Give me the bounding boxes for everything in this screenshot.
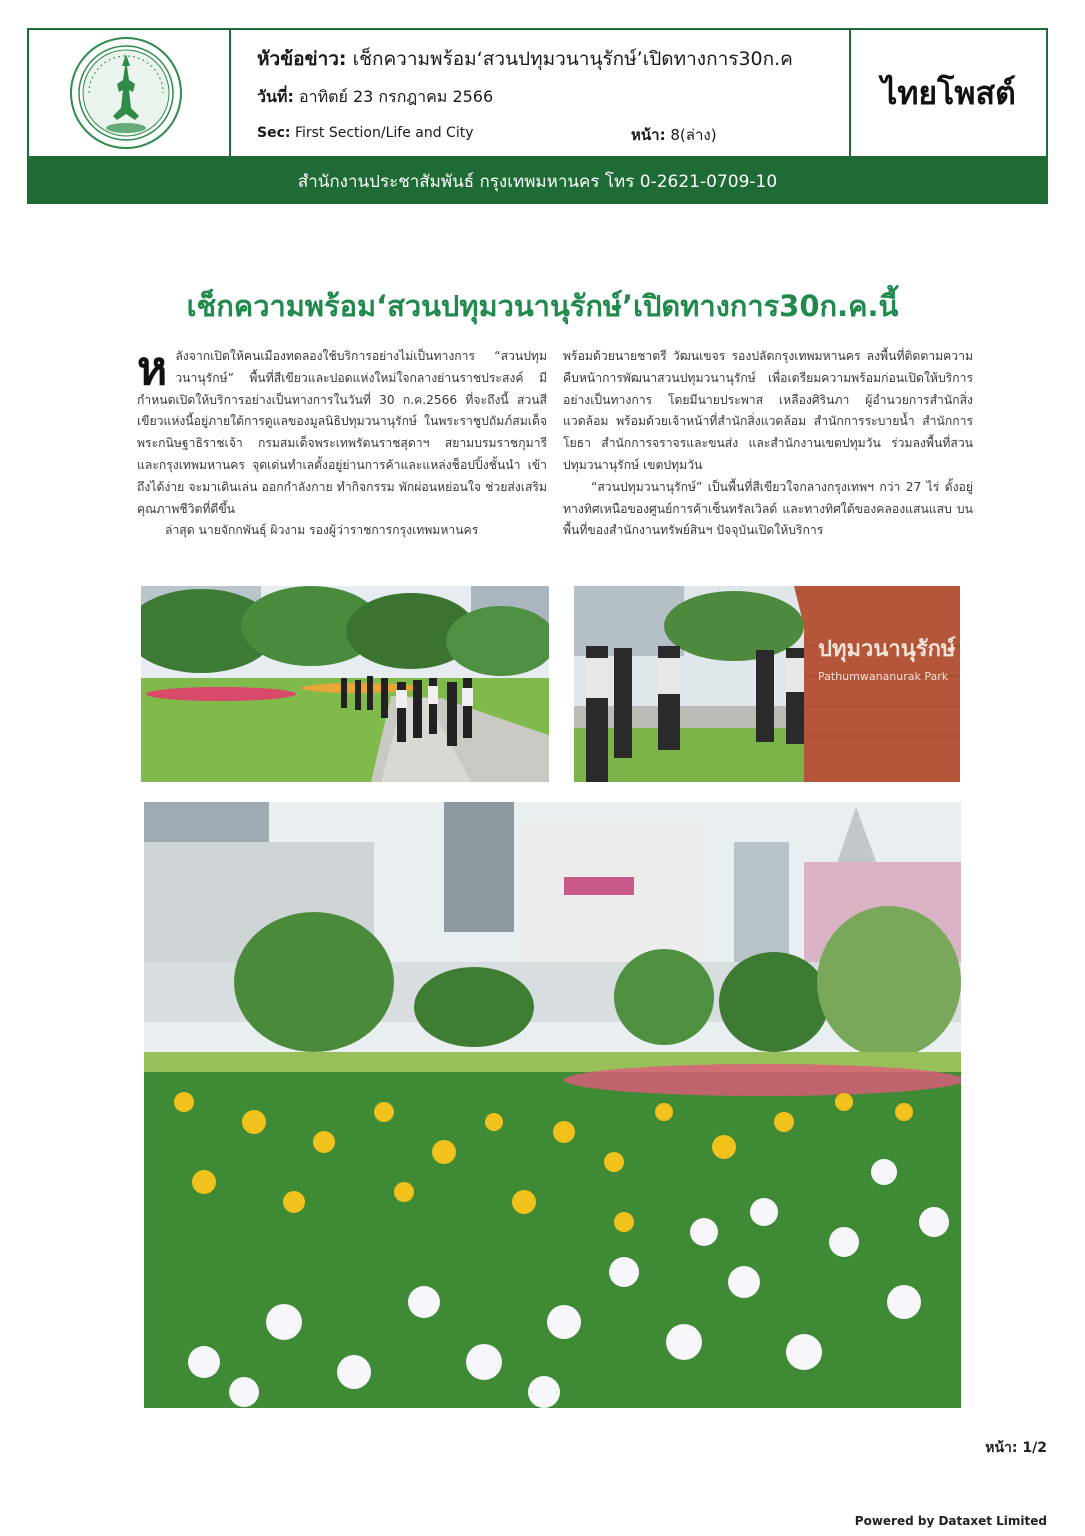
date-label: วันที่:	[257, 87, 294, 106]
page-value: 8(ล่าง)	[670, 126, 717, 144]
date-row	[257, 85, 493, 110]
headline-row	[257, 44, 793, 74]
news-header-box	[27, 28, 1048, 158]
page-number	[985, 1437, 1047, 1459]
article-title: เช็กความพร้อม‘สวนปทุมวนานุรักษ์’เปิดทางการ30ก.ค.นี้	[186, 289, 899, 323]
brand-cell	[851, 30, 1046, 156]
photo-park-flowers	[144, 802, 961, 1408]
headline-label: หัวข้อข่าว:	[257, 48, 347, 70]
article-column-left	[137, 346, 547, 568]
powered-by: Powered by Dataxet Limited	[854, 1514, 1047, 1528]
headline-value: เช็กความพร้อม‘สวนปทุมวนานุรักษ์’เปิดทางการ30ก.ค	[352, 48, 793, 70]
date-value: อาทิตย์ 23 กรกฎาคม 2566	[298, 87, 494, 106]
newspaper-logo: ไทยโพสต์	[881, 73, 1016, 112]
article-column-right	[563, 346, 973, 568]
paragraph	[137, 520, 547, 542]
photo-park-sign	[574, 586, 960, 782]
section-value: First Section/Life and City	[294, 125, 474, 141]
footer-page-value: 1/2	[1022, 1440, 1047, 1456]
paragraph-text: พร้อมด้วยนายชาตรี วัฒนเขจร รองปลัดกรุงเทพมหานคร ลงพื้นที่ติดตามความคืบหน้าการพัฒนาสวนปทุมวนานุรักษ์ เพื่อเตรียมความพร้อมก่อนเปิดให้บริการอย่างเป็นทางการ โดยมีนายประพาส เหลืองศิรินภา ผู้อำนวยการสำนักสิ่งแวดล้อม พร้อมด้วยเจ้าหน้าที่สำนักสิ่งแวดล้อม สำนักการระบายน้ำ สำนักการโยธา สำนักการจราจรและขนส่ง และสำนักงานเขตปทุมวัน ร่วมลงพื้นที่สวนปทุมวนานุรักษ์ เขตปทุมวัน	[563, 349, 973, 472]
section-row	[257, 125, 474, 141]
sign-thai-text: ปทุมวนานุรักษ์	[818, 637, 956, 662]
seal-cell	[29, 30, 231, 156]
paragraph-text: ลังจากเปิดให้คนเมืองทดลองใช้บริการอย่างไม่เป็นทางการ “สวนปทุมวนานุรักษ์” พื้นที่สีเขียวและปอดแห่งใหม่ใจกลางย่านราชประสงค์ มีกำหนดเปิดให้บริการอย่างเป็นทางการในวันที่ 30 ก.ค.2566 ที่จะถึงนี้ สวนสีเขียวแห่งนี้อยู่ภายใต้การดูแลของมูลนิธิปทุมวนานุรักษ์ ในพระราชูปถัมภ์สมเด็จพระกนิษฐาธิราชเจ้า กรมสมเด็จพระเทพรัตนราชสุดาฯ สยามบรมราชกุมารี และกรุงเทพมหานคร จุดเด่นทำเลตั้งอยู่ย่านการค้าและแหล่งช็อปปิ้งชั้นนำ เข้าถึงได้ง่าย จะมาเดินเล่น ออกกำลังกาย ทำกิจกรรม พักผ่อนหย่อนใจ ช่วยส่งเสริมคุณภาพชีวิตที่ดีขึ้น	[137, 349, 547, 516]
section-label: Sec:	[257, 125, 291, 141]
bangkok-seal-icon	[69, 36, 183, 150]
info-cell	[231, 30, 851, 156]
sign-english-text: Pathumwananurak Park	[818, 670, 949, 683]
page-row	[631, 123, 717, 147]
paragraph-text: “สวนปทุมวนานุรักษ์” เป็นพื้นที่สีเขียวใจกลางกรุงเทพฯ กว่า 27 ไร่ ตั้งอยู่ทางทิศเหนือของศูนย์การค้าเซ็นทรัลเวิลด์ และทางทิศใต้ของคลองแสนแสบ บนพื้นที่ของสำนักงานทรัพย์สินฯ ปัจจุบันเปิดให้บริการ	[563, 479, 973, 538]
paragraph-text: ล่าสุด นายจักกพันธุ์ ผิวงาม รองผู้ว่าราชการกรุงเทพมหานคร	[165, 523, 479, 538]
photo-officials-walking	[141, 586, 549, 782]
office-contact-bar: สำนักงานประชาสัมพันธ์ กรุงเทพมหานคร โทร 0-2621-0709-10	[27, 158, 1048, 204]
paragraph	[137, 346, 547, 520]
paragraph	[563, 346, 973, 477]
footer-page-label: หน้า:	[985, 1440, 1018, 1456]
drop-cap: ห	[137, 346, 168, 395]
paragraph	[563, 477, 973, 542]
page-label: หน้า:	[631, 126, 666, 144]
